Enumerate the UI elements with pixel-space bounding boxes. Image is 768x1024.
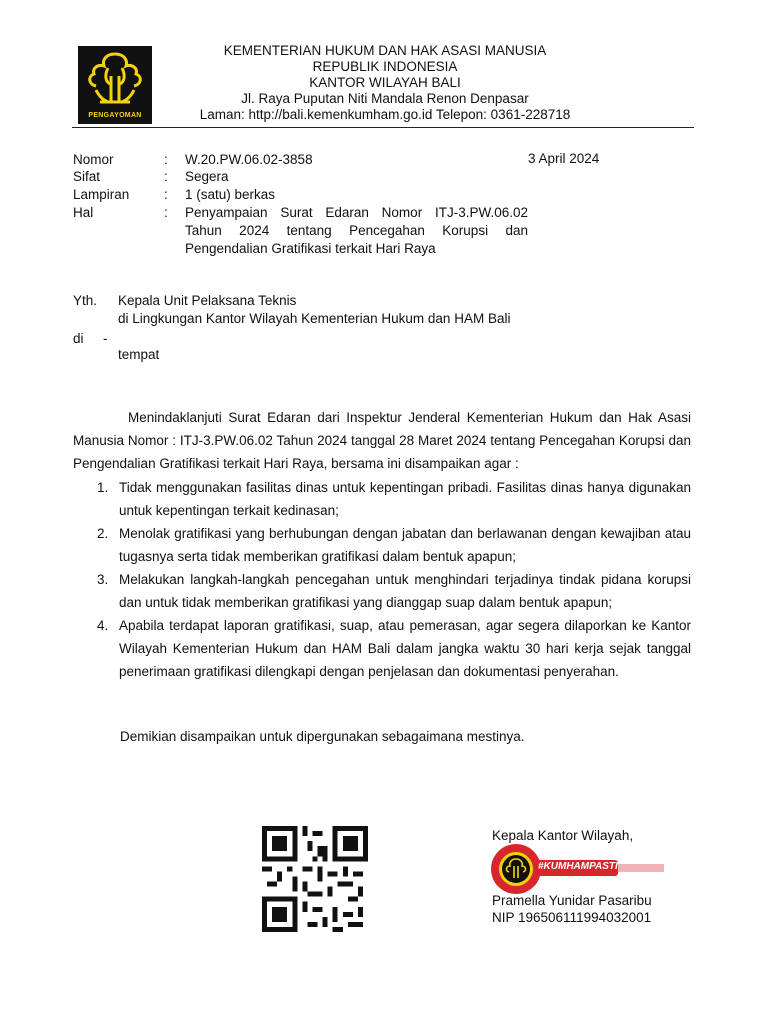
list-item — [97, 568, 691, 614]
di-dash: - — [103, 331, 108, 346]
letterhead-contact: Laman: http://bali.kemenkumham.go.id Telepon: 0361-228718 — [199, 107, 571, 122]
kumhampasti-stamp — [490, 842, 666, 896]
ministry-logo — [78, 46, 152, 124]
nomor-label: Nomor — [73, 152, 114, 167]
lampiran-label: Lampiran — [73, 187, 130, 202]
letterhead-ministry: KEMENTERIAN HUKUM DAN HAK ASASI MANUSIA — [223, 43, 547, 58]
letterhead-address: Jl. Raya Puputan Niti Mandala Renon Denpasar — [241, 91, 529, 106]
list-item-number: 2. — [97, 526, 109, 541]
stamp-text: #KUMHAMPASTI — [538, 861, 618, 872]
recipient-line1: Kepala Unit Pelaksana Teknis — [118, 293, 297, 308]
list-item-number: 4. — [97, 618, 109, 633]
letterhead-divider — [72, 127, 694, 128]
lampiran-value: 1 (satu) berkas — [185, 187, 276, 202]
list-item — [97, 522, 691, 568]
nomor-value: W.20.PW.06.02-3858 — [185, 152, 313, 167]
list-item-text: Menolak gratifikasi yang berhubungan dengan jabatan dan berlawanan dengan kewajiban atau tugasnya serta tidak memberikan gratifikasi dalam bentuk apapun; — [119, 526, 691, 564]
list-item-number: 1. — [97, 480, 109, 495]
recipient-place: tempat — [118, 347, 160, 362]
hal-colon: : — [164, 205, 168, 220]
list-item-text: Melakukan langkah-langkah pencegahan untuk menghindari terjadinya tindak pidana korupsi dan untuk tidak memberikan gratifikasi yang dianggap suap dalam bentuk apapun; — [119, 572, 691, 610]
hal-label: Hal — [73, 205, 94, 220]
intro-paragraph: Menindaklanjuti Surat Edaran dari Inspektur Jenderal Kementerian Hukum dan Hak Asasi Manusia Nomor : ITJ-3.PW.06.02 Tahun 2024 tanggal 28 Maret 2024 tentang Pencegahan Korupsi dan Pengendalian Gratifikasi terkait Hari Raya, bersama ini disampaikan agar : — [73, 410, 691, 471]
list-item-text: Tidak menggunakan fasilitas dinas untuk kepentingan pribadi. Fasilitas dinas hanya digunakan untuk kepentingan terkait kedinasan; — [119, 480, 691, 518]
letterhead-office: KANTOR WILAYAH BALI — [309, 75, 461, 90]
sifat-colon: : — [164, 169, 168, 184]
logo-caption: PENGAYOMAN — [88, 112, 142, 119]
lampiran-colon: : — [164, 187, 168, 202]
sifat-value: Segera — [185, 169, 229, 184]
signatory-title: Kepala Kantor Wilayah, — [492, 828, 634, 843]
list-item-text: Apabila terdapat laporan gratifikasi, suap, atau pemerasan, agar segera dilaporkan ke Kantor Wilayah Kementerian Hukum dan HAM Bali dalam jangka waktu 30 hari kerja sejak tanggal penerimaan gratifikasi dilengkapi dengan penjelasan dan dokumentasi penyerahan. — [119, 618, 691, 679]
instruction-list — [73, 476, 691, 683]
letter-date: 3 April 2024 — [528, 151, 600, 166]
list-item — [97, 476, 691, 522]
sifat-label: Sifat — [73, 169, 101, 184]
recipient-line2: di Lingkungan Kantor Wilayah Kementerian Hukum dan HAM Bali — [118, 311, 511, 326]
signatory-name: Pramella Yunidar Pasaribu — [492, 893, 652, 908]
yth-label: Yth. — [73, 293, 98, 308]
closing-sentence: Demikian disampaikan untuk dipergunakan sebagaimana mestinya. — [120, 729, 525, 744]
signatory-nip: NIP 196506111994032001 — [492, 910, 652, 925]
list-item — [97, 614, 691, 683]
hal-value: Penyampaian Surat Edaran Nomor ITJ-3.PW.06.02 Tahun 2024 tentang Pencegahan Korupsi dan Pengendalian Gratifikasi terkait Hari Raya — [185, 205, 528, 256]
di-label: di — [73, 331, 84, 346]
pengayoman-tree-icon — [78, 46, 152, 116]
list-item-number: 3. — [97, 572, 109, 587]
nomor-colon: : — [164, 152, 168, 167]
letterhead-country: REPUBLIK INDONESIA — [312, 59, 458, 74]
qr-code-icon — [262, 826, 368, 932]
